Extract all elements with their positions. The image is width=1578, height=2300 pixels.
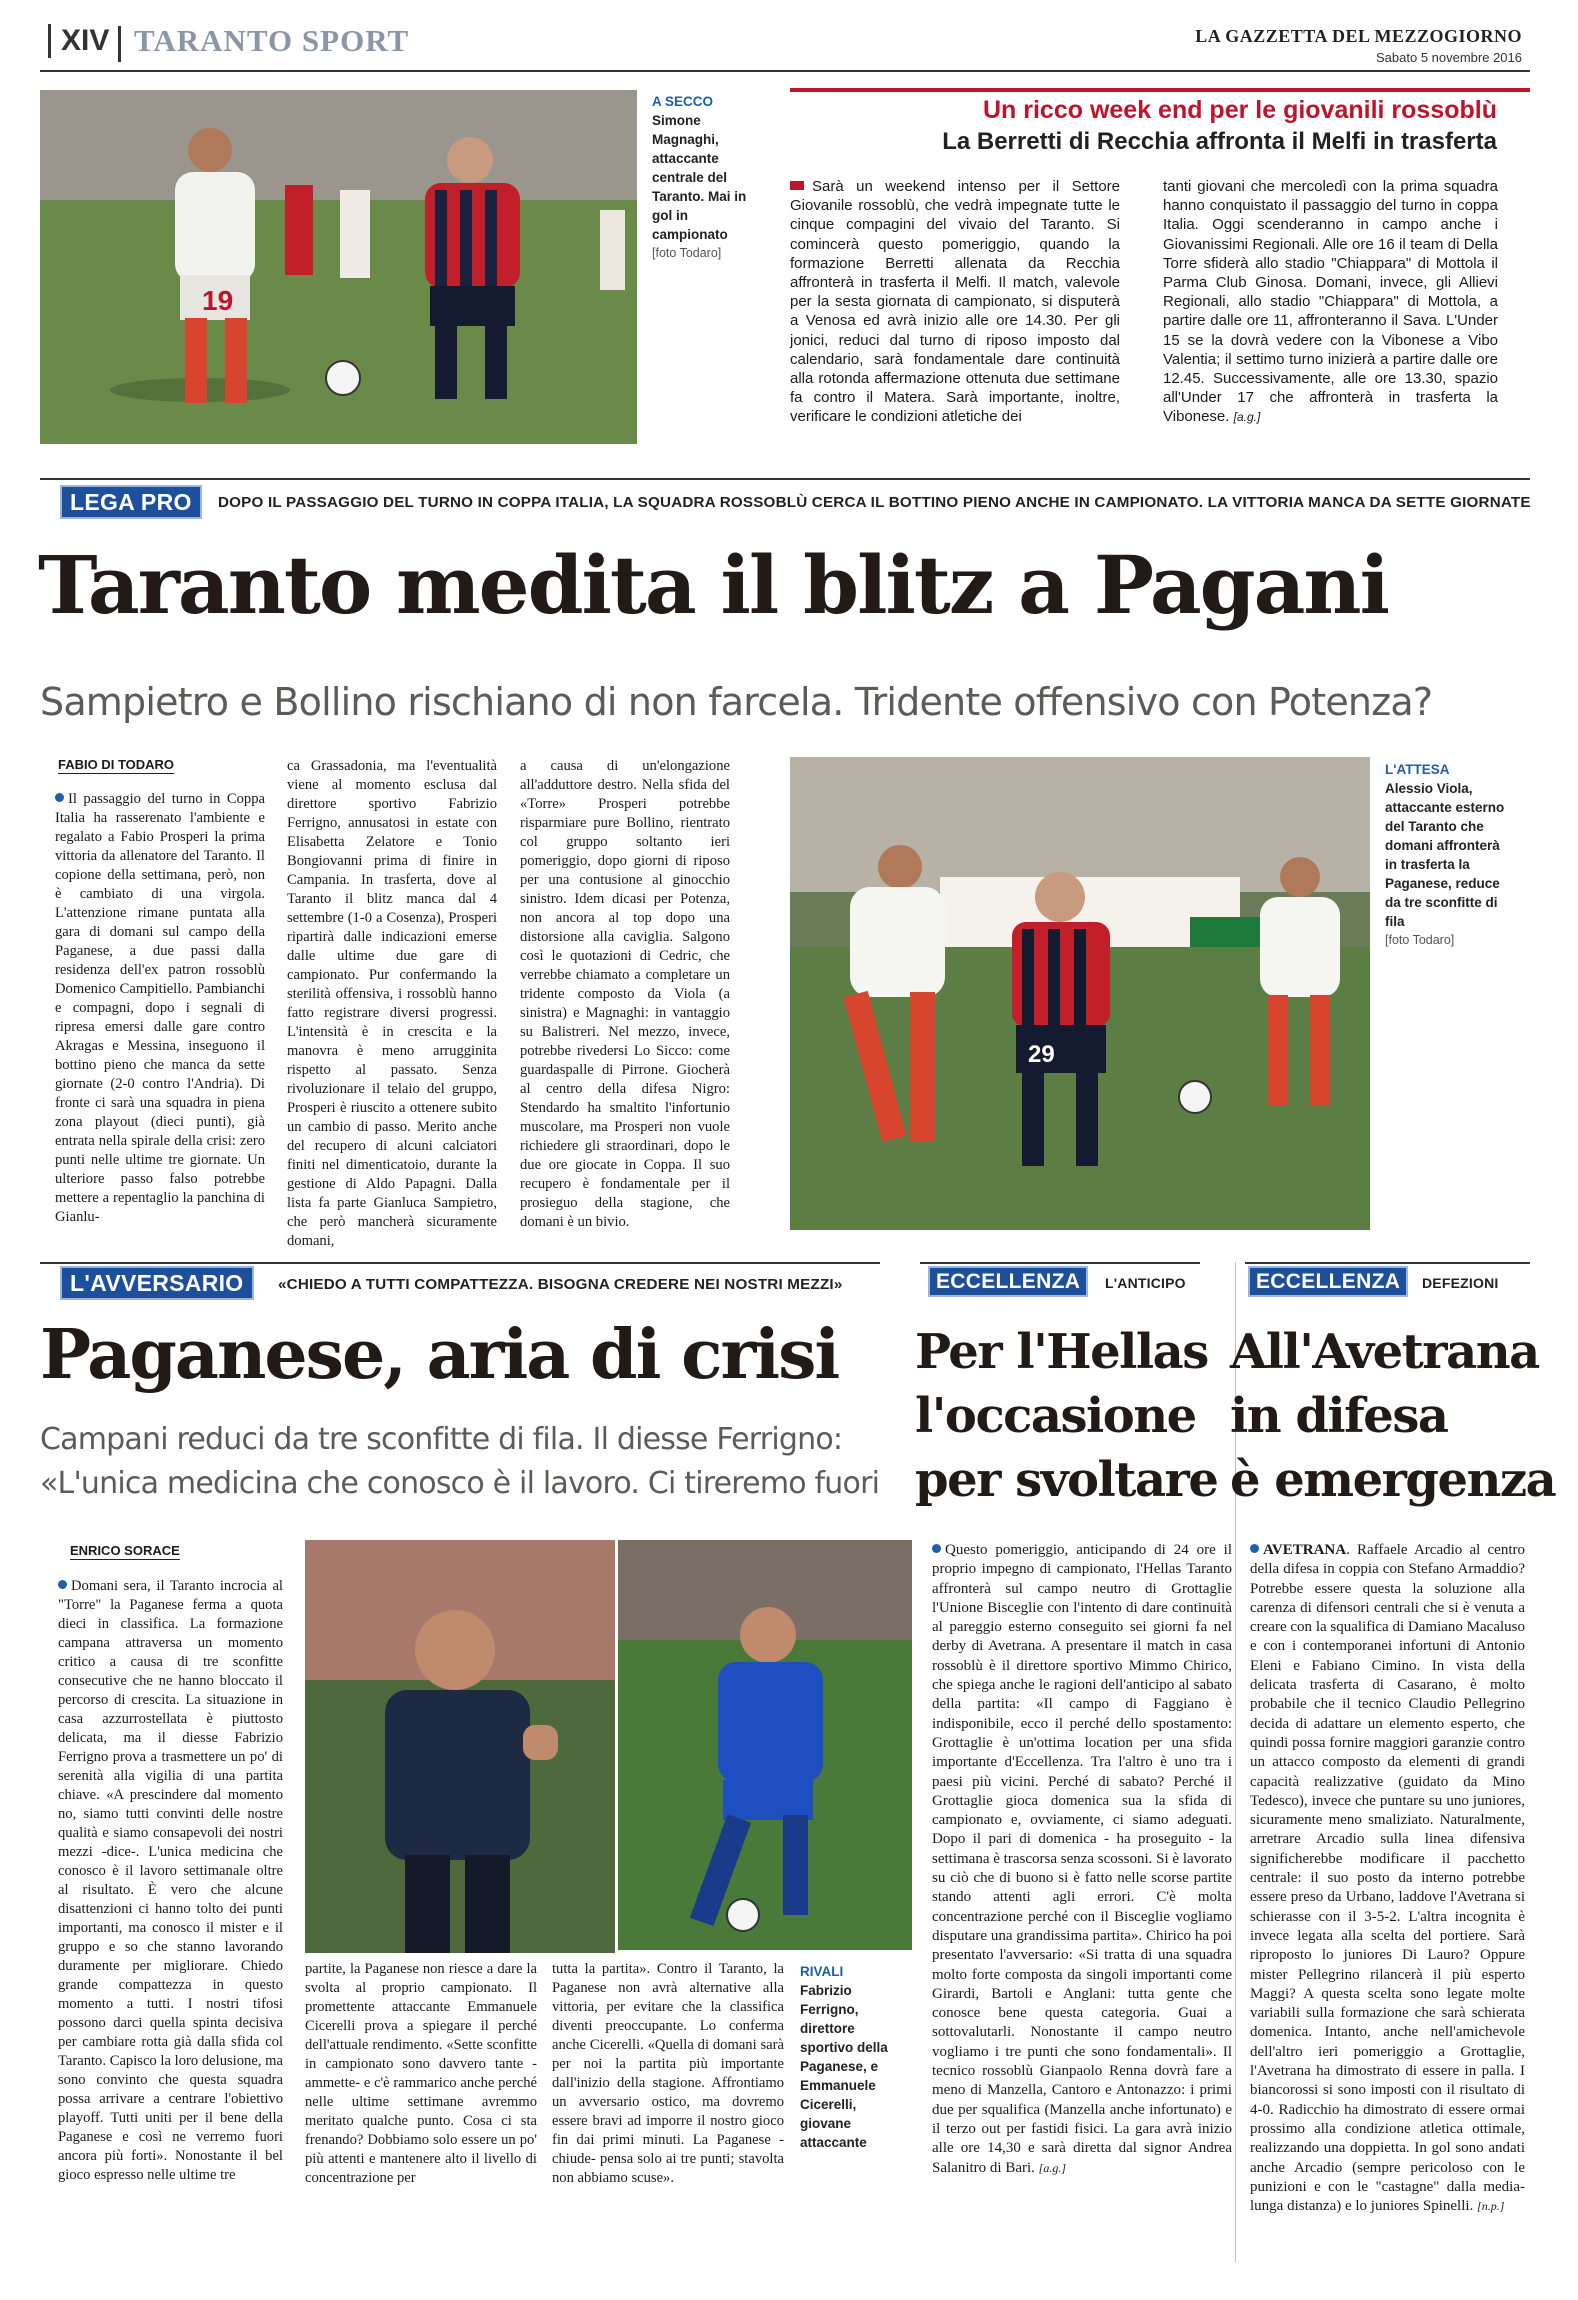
hellas-headline [915, 1320, 1217, 1512]
avetrana-kicker: DEFEZIONI [1422, 1275, 1499, 1291]
opponent-text-1: Domani sera, il Taranto incrocia al "Torre" la Paganese ferma a quota dieci in classifica. La formazione campana attraversa un momento critico a causa di tre sconfitte consecutive che ne hanno bloccato il percorso di crescita. La situazione in casa azzurrostellata è piuttosto delicata, ma il diesse Fabrizio Ferrigno prova a trasmettere un po' di serenità alla vigilia di una partita chiave. «A prescindere dal momento no, siamo tutti convinti delle nostre qualità e siamo consapevoli dei nostri mezzi -dice-. L'unica medicina che conosco è il lavoro settimanale oltre al risultato. È vero che alcune disattenzioni ci hanno tolto dei punti importanti, ma conosco il mister e il gruppo e so che stanno lavorando duramente per migliorare. Chiedo grande compattezza in questo momento a tutti. I nostri tifosi possono darci quella spinta decisiva per cambiare rotta già dalla sfida col Taranto. Capisco la loro delusione, ma sono convinto che questa squadra possa arrivare a centrare l'obiettivo playoff. Tutti uniti per il bene della Paganese e così ne verremo fuori ancora più forti». Nonostante il bel gioco espresso nelle ultime tre [58, 1578, 283, 2183]
photo-caption-rivali [800, 1962, 910, 2152]
main-col-3 [520, 757, 730, 1235]
youth-text-2: tanti giovani che mercoledì con la prima squadra hanno conquistato il passaggio del turno in coppa Italia. Oggi scenderanno in campo anche i Giovanissimi Regionali. Alle ore 16 il team di Della Torre sfiderà allo stadio "Chiappara" di Mottola il Parma Club Ginosa. Domani, invece, gli Allievi Regionali, allo stadio "Chiappara" di Mottola, a partire dalle ore 11, affronteranno il Sava. L'Under 15 se la dovrà vedere con la Vibonese a Vibo Valentia; il settimo turno inizierà a partire dalle ore 12.45. Successivamente, alle ore 13.30, spazio all'Under 17 che affronterà in trasferta la Vibonese. [1163, 178, 1498, 426]
bullet-dot-icon [58, 1580, 67, 1589]
main-subhead: Sampietro e Bollino rischiano di non farcela. Tridente offensivo con Potenza? [40, 680, 1433, 724]
main-rule [40, 478, 1530, 480]
youth-subhead: La Berretti di Recchia affronta il Melfi in trasferta [942, 128, 1497, 155]
ferrigno-illustration [305, 1540, 615, 1953]
opponent-kicker: «CHIEDO A TUTTI COMPATTEZZA. BISOGNA CREDERE NEI NOSTRI MEZZI» [278, 1276, 843, 1293]
photo-cicerelli [618, 1540, 912, 1950]
hellas-signature: [a.g.] [1038, 2160, 1066, 2175]
main-text-3: a causa di un'elongazione all'adduttore destro. Nella sfida del «Torre» Prosperi potrebbe risparmiare pure Bollino, rientrato col gruppo soltanto ieri pomeriggio, dopo giorni di riposo per una contusione al ginocchio sinistro. Idem dicasi per Potenza, non ancora al top dopo una distorsione alla caviglia. Salgono così le quotazioni di Cedric, che verrebbe chiamato a completare un tridente composto da Viola (a sinistra) e Magnaghi: in vantaggio su Balistreri. Nel mezzo, invece, potrebbe rivedersi Lo Sicco: come guardaspalle di Pirrone. Giocherà al centro della difesa Nigro: Stendardo ha smaltito l'infortunio muscolare, ma Prosperi non vuole richiedere gli straordinari, dopo le due ore giocate in Coppa. Il suo recupero è fondamentale per il prosieguo della stagione, che domani è un bivio. [520, 758, 730, 1230]
hellas-headline-line-2: l'occasione [915, 1388, 1196, 1444]
hellas-col [932, 1541, 1232, 2261]
caption-title: RIVALI [800, 1964, 844, 1979]
caption-text: Simone Magnaghi, attaccante centrale del Taranto. Mai in gol in campionato [652, 113, 747, 242]
photo-caption-magnaghi [652, 92, 752, 263]
tag-lega-pro: LEGA PRO [60, 485, 202, 519]
header-divider [118, 26, 121, 62]
opponent-text-2: partite, la Paganese non riesce a dare la svolta al proprio campionato. Il promettente attaccante Emmanuele Cicerelli prova a spiegare il perché dell'attuale rendimento. «Sette sconfitte in campionato sono davvero tante -ammette- e c'è rammarico anche perché nelle ultime settimane avremmo meritato qualche punto. Cosa ci sta frenando? Dobbiamo solo essere un po' più attenti e mantenere alto il livello di concentrazione per [305, 1961, 537, 2186]
page-header [40, 20, 1530, 72]
soccer-match-illustration [40, 90, 637, 444]
avetrana-lead: AVETRANA [1263, 1542, 1347, 1558]
section-title: TARANTO SPORT [134, 23, 410, 58]
photo-caption-viola [1385, 760, 1505, 950]
avetrana-signature: [n.p.] [1477, 2199, 1505, 2214]
bullet-square-icon [790, 181, 804, 190]
svg-text:19: 19 [202, 285, 234, 316]
avetrana-headline-line-1: All'Avetrana [1230, 1324, 1539, 1380]
main-text-1: Il passaggio del turno in Coppa Italia ha rasserenato l'ambiente e regalato a Fabio Prosperi la prima vittoria da allenatore del Taranto. Il copione della settimana, però, non è cambiato di una virgola. L'attenzione rimane puntata alla gara di domani sul campo della Paganese, a due passi dalla residenza dell'ex patron rossoblù Domenico Campitiello. Pambianchi e compagni, dopo i segnali di ripresa emersi dalle gare contro Akragas e Messina, inseguono il bottino pieno che manca da sette giornate (2-0 contro l'Andria). Di fronte ci sarà una squadra in piena zona playout (dieci punti), già entrata nella spirale della crisi: zero punti nelle ultime tre giornate. Un ulteriore passo falso potrebbe mettere a repentaglio la panchina di Gianlu- [55, 791, 265, 1225]
ball-icon [727, 1899, 759, 1931]
caption-text: Fabrizio Ferrigno, direttore sportivo della Paganese, e Emmanuele Cicerelli, giovane attaccante [800, 1983, 888, 2150]
avetrana-col: AVETRANA. Raffaele Arcadio al centro della difesa in coppia con Stefano Armaddio? Potrebbe essere questa la soluzione alla carenza di difensori centrali che si è venuta a creare con la squalifica di Damiano Macaluso e con i contemporanei infortuni di Antonio Eleni e Fabiano Cimino. In vista della delicata trasferta di Casarano, è molto probabile che il tecnico Claudio Pellegrino decida di adattare un elemento esperto, che quindi possa fornire maggiori garanzie contro un attacco composto da elementi di grandi capacità realizzative (guidato da Mino Tedesco), invece che puntare su uno juniores, sicuramente meno smaliziato. Naturalmente, arretrare Arcadio sulla linea difensiva significherebbe modificare il pacchetto centrale: il suo posto da interno potrebbe essere preso da Urbano, laddove l'Avetrana si schierasse con il 3-5-2. L'altra incognita è invece legata alla scelta del portiere. Sarà riproposto lo juniores Di Lauro? Oppure mister Pellegrino rilancerà il più esperto Maggi? A questa scelta sono legate molte variabili sulla formazione che sarà schierata domenica. Intanto, anche nell'amichevole dell'altro ieri pomeriggio a Grottaglie, l'Avetrana ha dimostrato di essere in palla. I biancorossi si sono imposti con il risultato di 4-0. Radicchio ha dimostrato di essere ormai prossimo alla condizione atletica ottimale, realizzando una doppietta. In gol sono andati anche Arcadio (sempre pericoloso con le punizioni e con le "castagne" dalla media-lunga distanza) e lo juniores Spinelli. [n.p.] [1250, 1542, 1525, 2215]
opponent-col-1 [58, 1577, 283, 2265]
tag-eccellenza-hellas: ECCELLENZA [928, 1266, 1088, 1297]
svg-text:29: 29 [1028, 1041, 1055, 1068]
ball-icon [326, 361, 360, 395]
photo-ferrigno [305, 1540, 615, 1953]
opponent-col-3 [552, 1960, 784, 2265]
main-byline: FABIO DI TODARO [58, 757, 175, 772]
cicerelli-illustration [618, 1540, 912, 1950]
youth-top-rule [790, 88, 1530, 92]
main-col-2 [287, 757, 497, 1249]
hellas-text: Questo pomeriggio, anticipando di 24 ore il proprio impegno di campionato, l'Hellas Taranto affronterà sul campo neutro di Grottaglie l'Unione Bisceglie con l'intento di dare continuità al pareggio esterno conseguito sei giorni fa nel derby di Avetrana. A presentare il match in casa rossoblù è il direttore sportivo Mimmo Chirico, che spiega anche le ragioni dell'anticipo al sabato della partita: «Il campo di Faggiano è indisponibile, ecco il perché dello spostamento: Grottaglie è un'ottima location per una sfida importante d'Eccellenza. Tra l'altro è uno tra i paesi più vicini. Perché di sabato? Perché il Grottaglie gioca domenica sua la sfida di campionato e, ovviamente, ci siamo adeguati. Dopo il pari di domenica - ha proseguito - la settimana è trascorsa senza scossoni. Si è lavorato su ciò che di buono si è fatto nelle scorse partite stando attenti agli errori. C'è molta concentrazione perché con il Bisceglie vogliamo disputare una grandissima partita». Chirico ha poi presentato l'avversario: «Si tratta di una squadra molto forte composta da singoli importanti come Girardi, Bartoli e Anglani: tutta gente che conosce bene questa categoria. Guai a sottovalutarli. Nonostante il campo neutro vogliamo i tre punti che sono fondamentali». Il tecnico rossoblù Gianpaolo Renna dovrà fare a meno di Manzella, Cantoro e Antonazzo: i primi due per squalifica (Manzella anche infortunato) e il terzo out per fastidi fisici. La gara avrà inizio alle ore 14,30 e sarà diretta dal signor Andrea Salanitro di Bari. [932, 1542, 1232, 2176]
bullet-dot-icon [55, 793, 64, 802]
hellas-headline-line-1: Per l'Hellas [915, 1324, 1208, 1380]
avetrana-headline-line-2: in difesa [1230, 1388, 1448, 1444]
hellas-headline-line-3: per svoltare [915, 1452, 1218, 1508]
main-col-1 [55, 790, 265, 1235]
bullet-dot-icon [1250, 1544, 1259, 1553]
opponent-subhead-1: Campani reduci da tre sconfitte di fila. Il diesse Ferrigno: [40, 1422, 843, 1457]
photo-magnaghi [40, 90, 637, 444]
avetrana-headline [1230, 1320, 1555, 1512]
issue-date: Sabato 5 novembre 2016 [1376, 50, 1522, 65]
tag-eccellenza-avetrana: ECCELLENZA [1248, 1266, 1408, 1297]
opponent-rule [40, 1262, 880, 1264]
main-text-2: ca Grassadonia, ma l'eventualità viene al momento esclusa dal direttore sportivo Fabrizio Ferrigno, annusatosi in estate con Elisabetta Zelatore e Tonio Bongiovanni prima di finire in Campania. In trasferta, dove al Taranto il blitz manca dal 4 settembre (1-0 a Cosenza), Prosperi ripartirà dalle indicazioni emerse dalle ultime due gare di campionato. Pur confermando la sterilità offensiva, i rossoblù hanno fatto registrare diversi progressi. L'intensità è in crescita e la manovra è meno arrugginita rispetto al passato. Senza rivoluzionare il telaio del gruppo, Prosperi è riuscito a ottenere subito un cambio di passo. Merito anche del recupero di alcuni calciatori finiti nel dimenticatoio, durante la gestione di Aldo Papagni. Dalla lista fa parte Gianluca Sampietro, che però mancherà sicuramente domani, [287, 758, 497, 1249]
caption-credit: [foto Todaro] [652, 246, 722, 260]
caption-text: Alessio Viola, attaccante esterno del Taranto che domani affronterà in trasferta la Paganese, reduce da tre sconfitte di fila [1385, 781, 1505, 929]
tag-avversario: L'AVVERSARIO [60, 1266, 254, 1300]
caption-title: A SECCO [652, 94, 714, 109]
youth-col-2 [1163, 177, 1498, 427]
opponent-col-2 [305, 1960, 537, 2265]
bullet-dot-icon [932, 1544, 941, 1553]
opponent-subhead-2: «L'unica medicina che conosco è il lavoro. Ci tireremo fuori [40, 1466, 880, 1501]
opponent-headline: Paganese, aria di crisi [40, 1315, 839, 1395]
match-action-illustration [790, 757, 1370, 1230]
youth-signature: [a.g.] [1233, 410, 1261, 425]
main-headline: Taranto medita il blitz a Pagani [38, 538, 1388, 632]
avetrana-headline-line-3: è emergenza [1230, 1452, 1556, 1508]
avetrana-rule [1245, 1262, 1530, 1264]
hellas-kicker: L'ANTICIPO [1105, 1275, 1186, 1291]
caption-credit: [foto Todaro] [1385, 933, 1455, 947]
page-number: XIV [48, 24, 109, 58]
youth-col-1 [790, 177, 1120, 427]
photo-viola [790, 757, 1370, 1230]
opponent-byline: ENRICO SORACE [70, 1543, 180, 1558]
youth-text-1: Sarà un weekend intenso per il Settore Giovanile rossoblù, che vedrà impegnate tutte le cinque compagini del vivaio del Taranto. Si comincerà questo pomeriggio, quando la formazione Berretti allenata da Recchia affronterà in trasferta il Melfi. Il match, valevole per la sesta giornata di campionato, si disputerà a Venosa ed avrà inizio alle ore 14.30. Per gli jonici, reduci dal turno di riposo imposto dal calendario, sarà fondamentale dare continuità alla rotonda affermazione ottenuta due settimane fa contro il Matera. Sarà importante, inoltre, verificare le condizioni atletiche dei [790, 178, 1120, 426]
newspaper-name: LA GAZZETTA DEL MEZZOGIORNO [1195, 26, 1522, 46]
main-kicker: DOPO IL PASSAGGIO DEL TURNO IN COPPA ITALIA, LA SQUADRA ROSSOBLÙ CERCA IL BOTTINO PIENO ANCHE IN CAMPIONATO. LA VITTORIA MANCA DA SETTE GIORNATE [218, 494, 1531, 511]
opponent-text-3: tutta la partita». Contro il Taranto, la Paganese non avrà alternative alla vittoria, per evitare che la classifica diventi preoccupante. Lo conferma anche Cicerelli. «Quella di domani sarà per noi la partita più importante dall'inizio della stagione. Affrontiamo un avversario ostico, ma dovremo essere bravi ad imporre il nostro gioco fin dai primi minuti. La Paganese -chiude- pensa solo ai tre punti; stavolta non abbiamo scuse». [552, 1961, 784, 2186]
ball-icon [1179, 1081, 1211, 1113]
caption-title: L'ATTESA [1385, 762, 1450, 777]
avetrana-text: Raffaele Arcadio al centro della difesa in coppia con Stefano Armaddio? Potrebbe essere questa la soluzione alla carenza di difensori centrali che si è venuta a creare con la squalifica di Damiano Macaluso e con i contemporanei infortuni di Antonio Eleni e Fabiano Cimino. In vista della delicata trasferta di Casarano, è molto probabile che il tecnico Claudio Pellegrino decida di adattare un elemento esperto, che quindi possa fornire maggiori garanzie contro un attacco composto da elementi di grandi capacità realizzative (guidato da Mino Tedesco), invece che puntare su uno juniores, sicuramente meno smaliziato. Naturalmente, arretrare Arcadio sulla linea difensiva significherebbe modificare il pacchetto centrale: il suo posto da interno potrebbe essere preso da Urbano, laddove l'Avetrana si schierasse con il 3-5-2. L'altra incognita è invece legata alla scelta del portiere. Sarà riproposto lo juniores Di Lauro? Oppure mister Pellegrino rilancerà il più esperto Maggi? A questa scelta sono legate molte variabili sulla formazione che sarà schierata domenica. Intanto, anche nell'amichevole dell'altro ieri pomeriggio a Grottaglie, l'Avetrana ha dimostrato di essere in palla. I biancorossi si sono imposti con il risultato di 4-0. Radicchio ha dimostrato di essere ormai prossimo alla condizione atletica ottimale, realizzando una doppietta. In gol sono andati anche Arcadio (sempre pericoloso con le punizioni e con le "castagne" dalla media-lunga distanza) e lo juniores Spinelli. [1250, 1542, 1525, 2215]
youth-headline: Un ricco week end per le giovanili rossoblù [982, 96, 1497, 124]
hellas-rule [920, 1262, 1200, 1264]
